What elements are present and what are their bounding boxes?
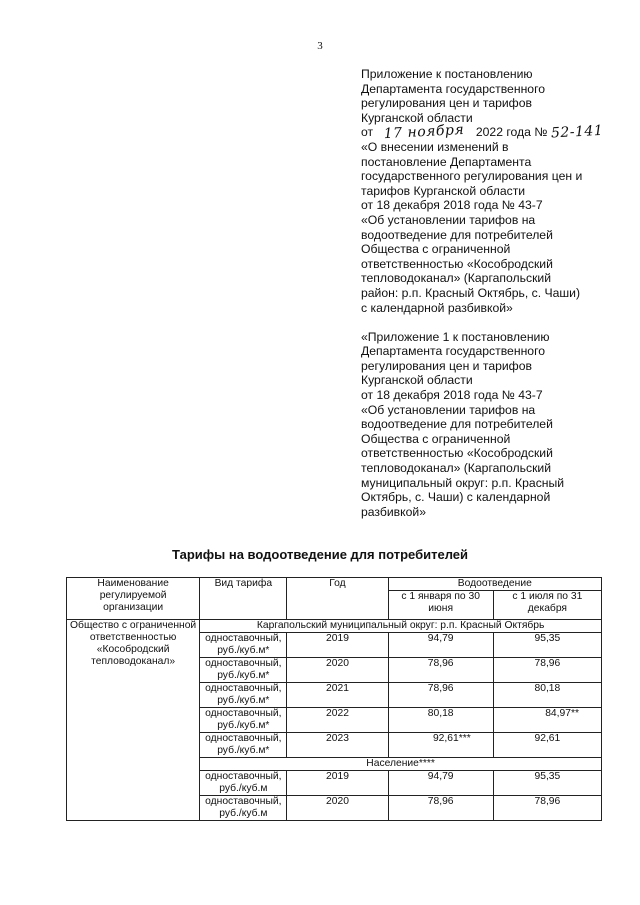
handwritten-number: 52-141 — [550, 123, 604, 142]
cell-year: 2020 — [287, 658, 388, 683]
cell-p1: 92,61*** — [388, 733, 493, 758]
appendix-header — [361, 67, 626, 519]
cell-kind: одноставочный, руб./куб.м* — [200, 683, 287, 708]
appendix2-line: «Об установлении тарифов на — [361, 402, 536, 417]
cell-p1: 78,96 — [388, 796, 493, 821]
cell-p2: 78,96 — [493, 796, 601, 821]
cell-p1: 78,96 — [388, 683, 493, 708]
cell-year: 2019 — [287, 771, 388, 796]
header-kind: Вид тарифа — [200, 578, 287, 620]
cell-p1: 80,18 — [388, 708, 493, 733]
appendix-line: «О внесении изменений в — [361, 139, 509, 154]
cell-p2: 95,35 — [493, 633, 601, 658]
appendix2-line: от 18 декабря 2018 года № 43-7 — [361, 388, 543, 403]
cell-year: 2021 — [287, 683, 388, 708]
header-period-2: с 1 июля по 31 декабря — [493, 591, 601, 620]
appendix-line: ответственностью «Кособродский — [361, 256, 553, 271]
appendix2-line: разбивкой» — [361, 504, 426, 519]
appendix-line: Курганской области — [361, 110, 473, 125]
section-row: Каргапольский муниципальный округ: р.п. Красный Октябрь — [200, 620, 602, 633]
cell-p1: 94,79 — [388, 771, 493, 796]
date-prefix: от — [361, 125, 374, 140]
header-period-1: с 1 января по 30 июня — [388, 591, 493, 620]
appendix2-line: муниципальный округ: р.п. Красный — [361, 475, 565, 490]
appendix2-line: тепловодоканал» (Каргапольский — [361, 461, 552, 476]
cell-kind: одноставочный, руб./куб.м* — [200, 658, 287, 683]
date-year: 2022 года № — [475, 125, 548, 140]
appendix2-line: Департамента государственного — [361, 344, 546, 359]
appendix-line: регулирования цен и тарифов — [361, 96, 532, 111]
cell-p1: 94,79 — [388, 633, 493, 658]
handwritten-date: 17 ноября — [383, 122, 466, 143]
table-title: Тарифы на водоотведение для потребителей — [171, 547, 469, 562]
cell-p2: 80,18 — [493, 683, 601, 708]
appendix-line: водоотведение для потребителей — [361, 227, 553, 242]
appendix-line: тепловодоканал» (Каргапольский — [361, 271, 552, 286]
appendix2-line: Курганской области — [361, 373, 473, 388]
cell-kind: одноставочный, руб./куб.м — [200, 771, 287, 796]
cell-kind: одноставочный, руб./куб.м* — [200, 633, 287, 658]
page-number: 3 — [317, 40, 323, 52]
header-year: Год — [287, 578, 388, 620]
org-name-cell: Общество с ограниченной ответственностью «Кособродский тепловодоканал» — [67, 620, 200, 821]
tariff-table — [66, 577, 602, 821]
appendix-line: Департамента государственного — [361, 81, 546, 96]
appendix2-line: водоотведение для потребителей — [361, 417, 553, 432]
appendix-line: «Об установлении тарифов на — [361, 212, 536, 227]
cell-p2: 92,61 — [493, 733, 601, 758]
appendix-line: государственного регулирования цен и — [361, 169, 583, 184]
appendix-date-line — [361, 122, 626, 143]
appendix2-line: Октябрь, с. Чаши) с календарной — [361, 490, 551, 505]
appendix-line: Приложение к постановлению — [361, 67, 533, 81]
header-org: Наименование регулируемой организации — [67, 578, 200, 620]
appendix-line: постановление Департамента — [361, 154, 532, 169]
cell-kind: одноставочный, руб./куб.м* — [200, 733, 287, 758]
appendix-line: тарифов Курганской области — [361, 183, 526, 198]
appendix-line: от 18 декабря 2018 года № 43-7 — [361, 198, 543, 213]
cell-year: 2023 — [287, 733, 388, 758]
appendix2-line: Общества с ограниченной — [361, 431, 511, 446]
appendix2-line: «Приложение 1 к постановлению — [361, 329, 550, 344]
appendix-line: район: р.п. Красный Октябрь, с. Чаши) — [361, 285, 581, 300]
section-row: Население**** — [200, 758, 602, 771]
cell-year: 2020 — [287, 796, 388, 821]
cell-p1: 78,96 — [388, 658, 493, 683]
cell-p2: 95,35 — [493, 771, 601, 796]
appendix2-line: регулирования цен и тарифов — [361, 358, 532, 373]
header-group: Водоотведение — [388, 578, 601, 591]
cell-p2: 84,97** — [493, 708, 601, 733]
appendix-line: с календарной разбивкой» — [361, 300, 513, 315]
appendix-line: Общества с ограниченной — [361, 242, 511, 257]
cell-kind: одноставочный, руб./куб.м — [200, 796, 287, 821]
cell-year: 2019 — [287, 633, 388, 658]
cell-year: 2022 — [287, 708, 388, 733]
cell-kind: одноставочный, руб./куб.м* — [200, 708, 287, 733]
cell-p2: 78,96 — [493, 658, 601, 683]
appendix2-line: ответственностью «Кособродский — [361, 446, 553, 461]
